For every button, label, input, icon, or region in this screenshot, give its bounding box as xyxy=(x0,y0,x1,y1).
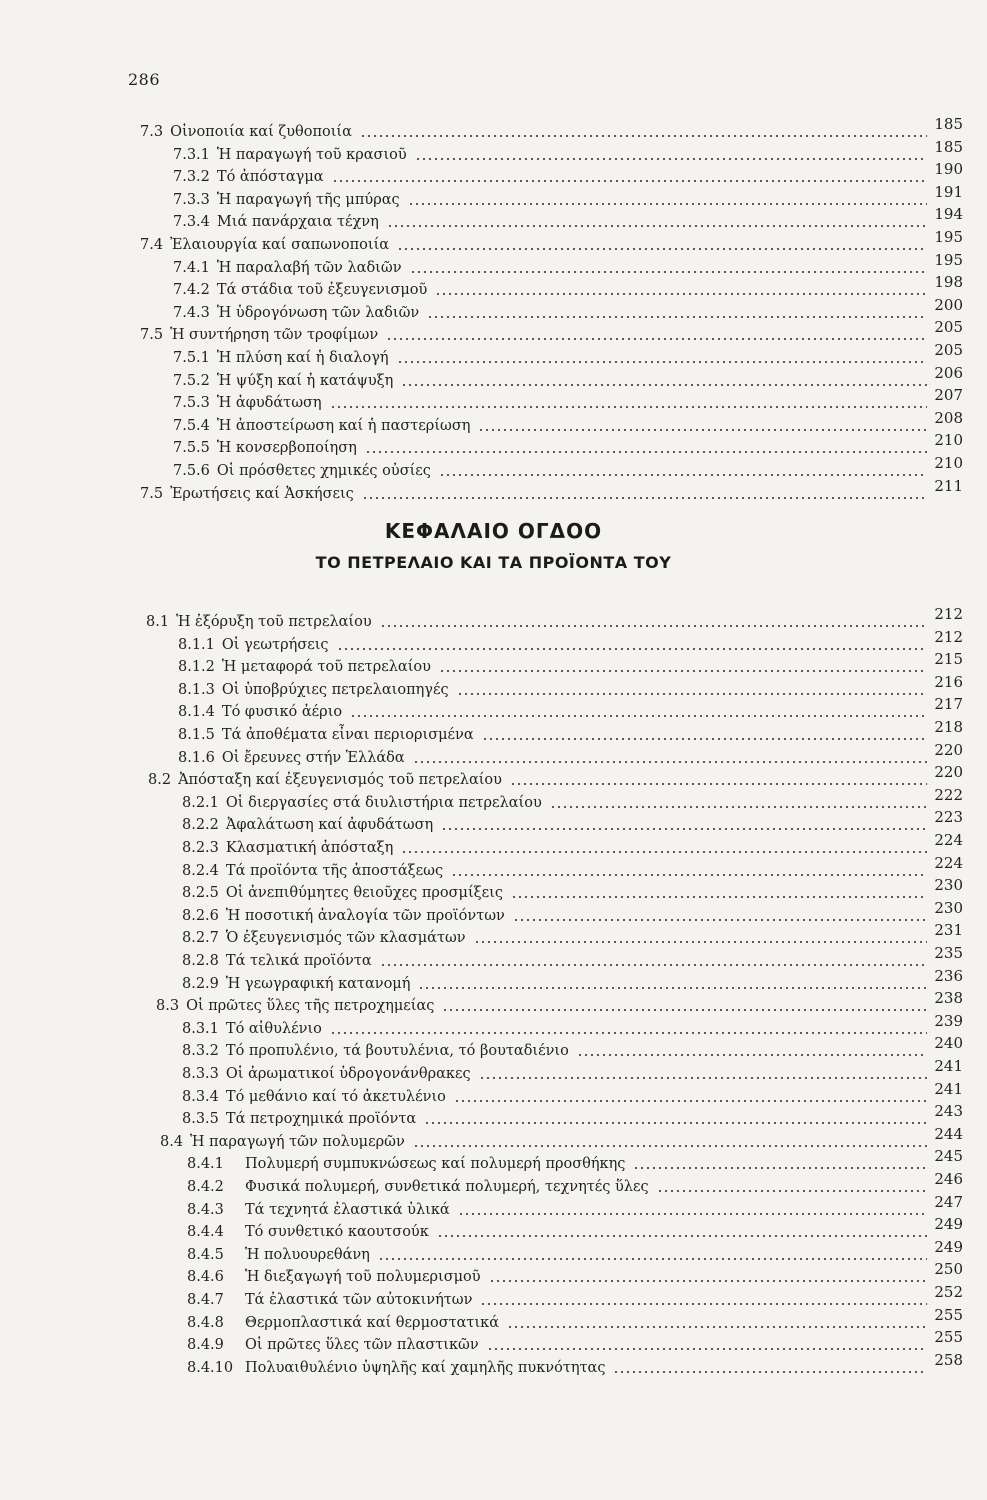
toc-entry-title: Τά προϊόντα τῆς ἀποστάξεως xyxy=(225,862,444,879)
toc-entry-number: 8.1.4 xyxy=(178,704,215,721)
toc-entry-title: Ἡ ποσοτική ἀναλογία τῶν προϊόντων xyxy=(225,907,505,924)
toc-entry-page: 249 xyxy=(934,1237,963,1256)
toc-entry-title: Τό ἀπόσταγμα xyxy=(216,169,324,186)
toc-entry xyxy=(182,1102,963,1128)
chapter-label: ΚΕΦΑΛΑΙΟ ΟΓΔΟΟ xyxy=(384,519,603,543)
toc-entry-page: 220 xyxy=(934,740,963,759)
toc-entry-title: Ἡ παραγωγή τῶν πολυμερῶν xyxy=(190,1133,405,1150)
dot-leader xyxy=(380,625,927,627)
toc-entry-page: 185 xyxy=(934,115,963,133)
toc-entry xyxy=(182,853,963,880)
toc-entry xyxy=(187,1237,963,1264)
toc-entry-number: 8.2.6 xyxy=(182,907,219,924)
dot-leader xyxy=(435,293,927,295)
toc-entry xyxy=(182,1034,963,1060)
toc-entry-title: Ἡ ἀποστείρωση καί ἡ παστερίωση xyxy=(216,417,471,434)
toc-entry-page: 258 xyxy=(934,1350,963,1369)
toc-entry-number: 8.4.1 xyxy=(187,1156,224,1173)
toc-entry-number: 8.1.1 xyxy=(178,636,215,653)
toc-entry-number: 8.2.2 xyxy=(182,817,219,834)
toc-entry-page: 249 xyxy=(934,1215,963,1234)
toc-entry-page: 244 xyxy=(934,1124,963,1143)
toc-entry-title: Κλασματική ἀπόσταξη xyxy=(225,840,394,856)
toc-entry-number: 8.4.5 xyxy=(187,1246,224,1263)
toc-entry-title: Οἱ πρῶτες ὕλες τῆς πετροχημείας xyxy=(186,998,435,1015)
toc-entry-number: 8.4.7 xyxy=(187,1292,224,1308)
toc-entry-page: 211 xyxy=(934,476,963,495)
toc-entry-page: 198 xyxy=(934,273,963,292)
toc-entry-title: Τό μεθάνιο καί τό ἀκετυλένιο xyxy=(225,1088,446,1105)
toc-entry-page: 207 xyxy=(934,386,963,405)
dot-leader xyxy=(330,1032,927,1034)
toc-entry-page: 241 xyxy=(934,1079,963,1098)
toc-entry-number: 8.3.2 xyxy=(182,1043,219,1060)
toc-entry-number: 8.4.10 xyxy=(187,1359,234,1376)
toc-entry xyxy=(173,363,963,390)
toc-entry-page: 205 xyxy=(934,341,963,359)
toc-entry-page: 230 xyxy=(934,876,963,895)
toc-entry-title: Πολυαιθυλένιο ὑψηλῆς καί χαμηλῆς πυκνότητας xyxy=(245,1359,606,1376)
toc-entry-page: 238 xyxy=(934,989,963,1008)
toc-entry-number: 8.4.2 xyxy=(187,1179,224,1195)
toc-entry-title: Τά τελικά προϊόντα xyxy=(225,953,372,969)
toc-entry-title: Τό προπυλένιο, τά βουτυλένια, τό βουταδιένιο xyxy=(225,1043,569,1060)
toc-entry-title: Ἡ πολυουρεθάνη xyxy=(245,1246,370,1263)
toc-entry-number: 8.2.7 xyxy=(182,930,219,947)
dot-leader xyxy=(577,1054,927,1056)
toc-entry xyxy=(182,921,963,947)
dot-leader xyxy=(362,497,927,499)
dot-leader xyxy=(332,180,927,182)
toc-entry-page: 194 xyxy=(934,205,963,224)
toc-entry-page: 205 xyxy=(934,318,963,337)
toc-entry-number: 7.3.2 xyxy=(173,169,210,186)
dot-leader xyxy=(442,1009,927,1011)
toc-entry-number: 8.4.3 xyxy=(187,1201,224,1218)
toc-entry-number: 8.3.3 xyxy=(182,1066,219,1082)
toc-entry-page: 185 xyxy=(934,137,963,156)
toc-entry-number: 7.3 xyxy=(140,124,164,140)
toc-entry xyxy=(178,695,963,721)
toc-entry-title: Ἡ διεξαγωγή τοῦ πολυμερισμοῦ xyxy=(245,1269,481,1286)
toc-entry-number: 7.5.4 xyxy=(173,417,210,434)
toc-entry-title: Οἱ ὑποβρύχιες πετρελαιοπηγές xyxy=(221,681,449,698)
toc-entry xyxy=(173,408,963,435)
toc-entry xyxy=(173,182,963,209)
toc-entry-page: 212 xyxy=(934,627,963,646)
toc-entry-number: 8.3.5 xyxy=(182,1111,219,1128)
toc-entry-number: 8.2.3 xyxy=(182,840,219,856)
toc-entry xyxy=(173,250,963,277)
dot-leader xyxy=(510,783,927,785)
toc-entry-title: Ἀφαλάτωση καί ἀφυδάτωση xyxy=(225,817,434,834)
toc-entry-number: 8.4 xyxy=(160,1133,184,1150)
dot-leader xyxy=(401,384,927,386)
toc-entry-number: 8.1 xyxy=(146,614,170,630)
toc-entry-title: Ἡ ψύξη καί ἡ κατάψυξη xyxy=(216,372,394,389)
toc-entry xyxy=(173,273,963,299)
toc-entry-page: 224 xyxy=(934,853,963,872)
toc-entry-title: Τά πετροχημικά προϊόντα xyxy=(225,1111,417,1128)
toc-entry-number: 8.2.9 xyxy=(182,975,219,992)
toc-entry xyxy=(140,115,963,141)
toc-entry xyxy=(182,1079,963,1106)
toc-entry-title: Τά ἐλαστικά τῶν αὐτοκινήτων xyxy=(245,1292,473,1308)
toc-entry xyxy=(173,160,963,186)
toc-entry-number: 8.2.1 xyxy=(182,794,219,811)
toc-entry-page: 252 xyxy=(934,1283,963,1301)
dot-leader xyxy=(458,1213,927,1215)
toc-entry-number: 7.5 xyxy=(140,327,164,344)
toc-entry-number: 8.3 xyxy=(156,998,180,1015)
toc-entry-page: 240 xyxy=(934,1034,963,1053)
toc-entry-page: 246 xyxy=(934,1170,963,1188)
dot-leader xyxy=(633,1167,927,1169)
toc-entry-page: 190 xyxy=(934,160,963,179)
toc-entry-number: 7.4.1 xyxy=(173,259,210,276)
dot-leader xyxy=(489,1280,927,1282)
toc-entry-page: 235 xyxy=(934,944,963,962)
toc-entry xyxy=(182,944,963,970)
toc-entry xyxy=(182,785,963,812)
dot-leader xyxy=(451,874,927,876)
dot-leader xyxy=(380,964,927,966)
toc-entry xyxy=(156,989,963,1015)
toc-entry-page: 239 xyxy=(934,1011,963,1030)
toc-entry-number: 8.2 xyxy=(148,772,172,789)
toc-entry-page: 223 xyxy=(934,808,963,827)
toc-entry-page: 215 xyxy=(934,650,963,669)
dot-leader xyxy=(337,648,927,650)
toc-entry xyxy=(182,966,963,993)
toc-entry-title: Ἡ συντήρηση τῶν τροφίμων xyxy=(170,327,379,344)
toc-entry-title: Ἡ ἐξόρυξη τοῦ πετρελαίου xyxy=(176,614,372,630)
toc-entry xyxy=(182,876,963,902)
toc-entry xyxy=(178,650,963,676)
dot-leader xyxy=(441,828,927,830)
dot-leader xyxy=(350,715,927,717)
toc-entry-number: 7.3.3 xyxy=(173,191,210,208)
dot-leader xyxy=(418,987,927,989)
toc-entry xyxy=(173,431,963,457)
dot-leader xyxy=(613,1371,927,1373)
dot-leader xyxy=(478,429,927,431)
toc-entry-number: 8.1.5 xyxy=(178,727,215,743)
dot-leader xyxy=(454,1100,927,1102)
dot-leader xyxy=(386,338,927,340)
toc-entry-number: 7.3.4 xyxy=(173,214,210,231)
dot-leader xyxy=(511,896,927,898)
toc-entry-page: 255 xyxy=(934,1328,963,1347)
toc-entry xyxy=(182,1011,963,1038)
toc-entry-number: 8.2.4 xyxy=(182,862,219,879)
toc-entry-title: Ἡ παραλαβή τῶν λαδιῶν xyxy=(216,259,402,276)
toc-entry-page: 255 xyxy=(934,1305,963,1324)
toc-entry xyxy=(173,341,963,367)
toc-entry xyxy=(187,1260,963,1286)
toc-entry-title: Ἀπόσταξη καί ἐξευγενισμός τοῦ πετρελαίου xyxy=(178,772,502,789)
toc-entry-number: 7.5.5 xyxy=(173,440,210,457)
toc-entry-number: 8.4.8 xyxy=(187,1314,224,1331)
dot-leader xyxy=(507,1326,927,1328)
toc-entry-title: Μιά πανάρχαια τέχνη xyxy=(216,214,379,231)
dot-leader xyxy=(439,474,927,476)
toc-entry-page: 195 xyxy=(934,228,963,246)
dot-leader xyxy=(487,1348,927,1350)
dot-leader xyxy=(437,1235,927,1237)
toc-entry-title: Οἱ διεργασίες στά διυλιστήρια πετρελαίου xyxy=(225,794,542,811)
toc-entry-page: 195 xyxy=(934,250,963,269)
toc-entry-page: 230 xyxy=(934,898,963,917)
dot-leader xyxy=(479,1077,927,1079)
toc-entry-number: 7.5.6 xyxy=(173,463,210,479)
chapter-title: ΤΟ ΠΕΤΡΕΛΑΙΟ ΚΑΙ ΤΑ ΠΡΟΪΟΝΤΑ ΤΟΥ xyxy=(315,553,672,572)
toc-entry xyxy=(140,476,963,503)
toc-entry-number: 7.4.3 xyxy=(173,304,210,321)
toc-entry-title: Τά τεχνητά ἐλαστικά ὑλικά xyxy=(245,1201,450,1218)
dot-leader xyxy=(397,248,927,250)
toc-entry-title: Οἱ πρῶτες ὕλες τῶν πλαστικῶν xyxy=(245,1337,479,1354)
toc-entry xyxy=(160,1124,963,1151)
toc-entry-number: 8.2.5 xyxy=(182,885,219,902)
toc-entry xyxy=(140,228,963,254)
toc-entry xyxy=(187,1305,963,1332)
toc-entry-page: 222 xyxy=(934,785,963,804)
dot-leader xyxy=(408,203,927,205)
toc-entry-title: Θερμοπλαστικά καί θερμοστατικά xyxy=(245,1314,499,1331)
toc-entry xyxy=(187,1283,963,1309)
toc-entry-page: 231 xyxy=(934,921,963,940)
toc-entry-page: 208 xyxy=(934,408,963,427)
dot-leader xyxy=(457,693,927,695)
toc-entry-number: 7.5 xyxy=(140,485,164,502)
dot-leader xyxy=(657,1190,927,1192)
toc-entry-number: 7.5.1 xyxy=(173,350,210,366)
dot-leader xyxy=(360,135,927,137)
toc-entry xyxy=(178,672,963,699)
toc-entry-title: Φυσικά πολυμερή, συνθετικά πολυμερή, τεχνητές ὕλες xyxy=(245,1179,649,1195)
toc-entry-title: Ἡ γεωγραφική κατανομή xyxy=(225,975,411,992)
toc-entry-title: Πολυμερή συμπυκνώσεως καί πολυμερή προσθήκης xyxy=(245,1156,626,1173)
toc-entry-page: 250 xyxy=(934,1260,963,1279)
toc-entry-title: Τό φυσικό ἀέριο xyxy=(221,704,343,721)
toc-entry xyxy=(187,1215,963,1241)
dot-leader xyxy=(397,361,927,363)
dot-leader xyxy=(330,406,927,408)
toc-entry-number: 7.4 xyxy=(140,237,164,253)
dot-leader xyxy=(387,225,927,227)
toc-entry-title: Οἱ ἀρωματικοί ὑδρογονάνθρακες xyxy=(225,1066,471,1082)
toc-entry-title: Τά στάδια τοῦ ἐξευγενισμοῦ xyxy=(216,282,428,299)
page-number: 286 xyxy=(128,70,161,89)
toc-entry-title: Οἱ ἀνεπιθύμητες θειοῦχες προσμίξεις xyxy=(225,885,503,902)
toc-entry-title: Ἡ παραγωγή τῆς μπύρας xyxy=(216,191,400,208)
toc-entry-page: 200 xyxy=(934,295,963,314)
dot-leader xyxy=(550,806,927,808)
toc-entry-page: 191 xyxy=(934,182,963,201)
toc-entry xyxy=(182,808,963,834)
toc-entry-title: Οἱ γεωτρήσεις xyxy=(221,636,329,653)
toc-entry-number: 7.5.3 xyxy=(173,395,210,412)
toc-entry xyxy=(187,1350,963,1377)
toc-entry-number: 8.1.6 xyxy=(178,749,215,766)
toc-entry-page: 217 xyxy=(934,695,963,714)
toc-entry xyxy=(182,831,963,857)
toc-entry xyxy=(178,627,963,654)
toc-entry xyxy=(187,1192,963,1219)
toc-entry-title: Τό αἰθυλένιο xyxy=(225,1020,322,1037)
toc-entry-title: Ἡ κονσερβοποίηση xyxy=(216,440,357,457)
toc-entry xyxy=(146,605,963,631)
toc-entry-title: Οἱ ἔρευνες στήν Ἑλλάδα xyxy=(221,749,405,766)
dot-leader xyxy=(410,271,927,273)
toc-entry-number: 8.3.1 xyxy=(182,1020,219,1037)
dot-leader xyxy=(424,1122,927,1124)
toc-entry-number: 7.4.2 xyxy=(173,282,210,299)
dot-leader xyxy=(513,919,927,921)
toc-entry-title: Ἐλαιουργία καί σαπωνοποιία xyxy=(170,237,390,253)
toc-entry-page: 243 xyxy=(934,1102,963,1121)
toc-entry-title: Ἡ ὑδρογόνωση τῶν λαδιῶν xyxy=(216,304,420,321)
toc-entry-page: 245 xyxy=(934,1147,963,1166)
dot-leader xyxy=(439,670,927,672)
toc-entry xyxy=(187,1147,963,1173)
toc-entry-page: 212 xyxy=(934,605,963,623)
dot-leader xyxy=(427,316,927,318)
toc-entry-title: Ὁ ἐξευγενισμός τῶν κλασμάτων xyxy=(225,930,466,947)
toc-entry-number: 8.4.9 xyxy=(187,1337,224,1354)
dot-leader xyxy=(474,941,927,943)
toc-entry xyxy=(178,718,963,744)
dot-leader xyxy=(482,738,927,740)
toc-entry-page: 206 xyxy=(934,363,963,382)
dot-leader xyxy=(480,1303,927,1305)
toc-entry-page: 241 xyxy=(934,1057,963,1075)
toc-entry-title: Οἰνοποιία καί ζυθοποιία xyxy=(170,124,352,140)
toc-entry xyxy=(173,137,963,164)
toc-entry-number: 7.5.2 xyxy=(173,372,210,389)
toc-entry-title: Ἡ ἀφυδάτωση xyxy=(216,395,322,412)
toc-entry xyxy=(178,740,963,767)
toc-entry xyxy=(187,1170,963,1196)
toc-entry-number: 8.4.4 xyxy=(187,1224,224,1241)
toc-entry xyxy=(182,1057,963,1083)
dot-leader xyxy=(365,451,927,453)
toc-entry-page: 247 xyxy=(934,1192,963,1211)
dot-leader xyxy=(415,158,927,160)
toc-entry-title: Ἡ πλύση καί ἡ διαλογή xyxy=(216,350,389,366)
toc-entry-page: 236 xyxy=(934,966,963,985)
toc-entry-title: Τό συνθετικό καουτσούκ xyxy=(245,1224,429,1241)
toc-entry xyxy=(148,763,963,789)
toc-entry-page: 220 xyxy=(934,763,963,782)
toc-entry xyxy=(140,318,963,344)
dot-leader xyxy=(401,851,927,853)
toc-entry-title: Ἡ παραγωγή τοῦ κρασιοῦ xyxy=(216,146,407,163)
toc-entry-title: Οἱ πρόσθετες χημικές οὐσίες xyxy=(216,463,431,479)
toc-entry xyxy=(173,205,963,231)
toc-entry-number: 8.3.4 xyxy=(182,1088,219,1105)
toc-entry xyxy=(187,1328,963,1354)
toc-entry-page: 210 xyxy=(934,454,963,472)
toc-entry xyxy=(173,454,963,480)
toc-entry-page: 218 xyxy=(934,718,963,736)
toc-entry xyxy=(173,295,963,322)
toc-entry-page: 216 xyxy=(934,672,963,691)
toc-entry-number: 8.4.6 xyxy=(187,1269,224,1286)
dot-leader xyxy=(378,1258,927,1260)
toc-entry-title: Ἡ μεταφορά τοῦ πετρελαίου xyxy=(221,659,431,676)
toc-entry xyxy=(182,898,963,925)
dot-leader xyxy=(413,1145,927,1147)
toc-entry-number: 8.2.8 xyxy=(182,953,219,969)
toc-entry-page: 224 xyxy=(934,831,963,849)
toc-entry-title: Ἐρωτήσεις καί Ἀσκήσεις xyxy=(170,485,354,502)
dot-leader xyxy=(413,761,927,763)
toc-entry-number: 7.3.1 xyxy=(173,146,210,163)
toc-entry-number: 8.1.3 xyxy=(178,681,215,698)
toc-entry xyxy=(173,386,963,412)
toc-entry-page: 210 xyxy=(934,431,963,450)
toc-entry-number: 8.1.2 xyxy=(178,659,215,676)
toc-entry-title: Τά ἀποθέματα εἶναι περιορισμένα xyxy=(221,727,474,743)
